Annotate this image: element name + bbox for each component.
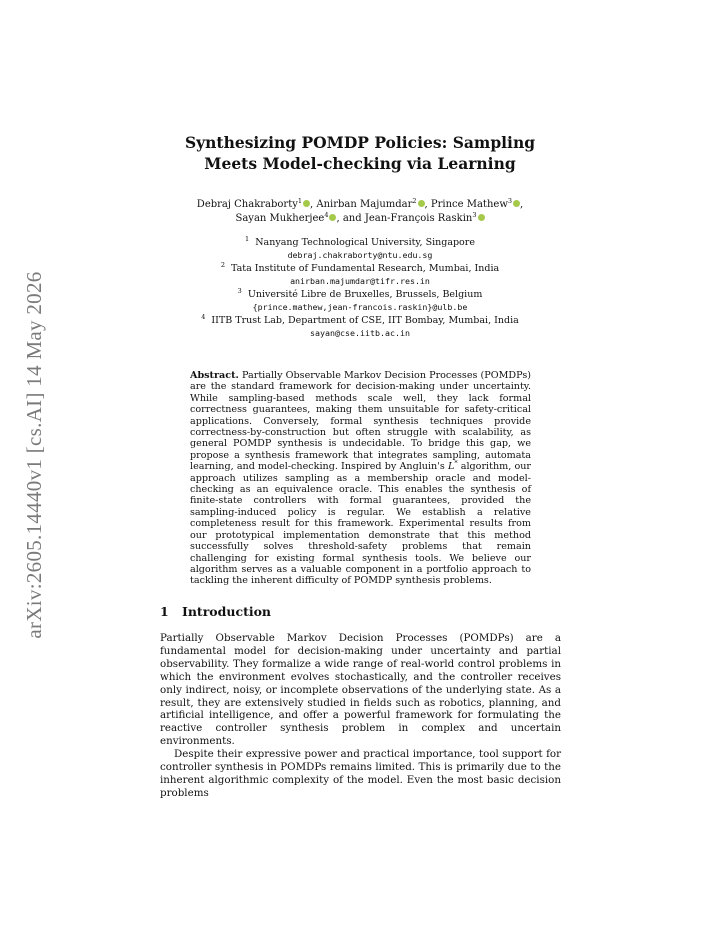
paper-title: Synthesizing POMDP Policies: Sampling Meets Model-checking via Learning: [184, 133, 536, 173]
affiliation: $^1$ Nanyang Technological University, Singapore: [245, 235, 475, 248]
author: Sayan Mukherjee$^4$: [235, 213, 336, 224]
affiliation: $^3$ Université Libre de Bruxelles, Brussels, Belgium: [237, 287, 483, 300]
orcid-icon[interactable]: [329, 214, 336, 221]
abstract-text: algorithm, our approach utilizes sampling as a membership oracle and model-checking as an equivalence oracle. This enables the synthesis of finite-state controllers with formal guarantees, provided the sampling-induced policy is regular. We establish a relative completeness result for this framework. Experimental results from our prototypical implementation demonstrate that this method successfully solves threshold-safety problems that remain challenging for existing formal synthesis tools. We believe our algorithm serves as a valuable component in a portfolio approach to tackling the inherent difficulty of POMDP synthesis problems.: [190, 461, 531, 587]
abstract-label: Abstract.: [190, 370, 239, 381]
orcid-icon[interactable]: [303, 200, 310, 207]
arxiv-identifier: arXiv:2605.14440v1 [cs.AI] 14 May 2026: [22, 271, 46, 639]
orcid-icon[interactable]: [478, 214, 485, 221]
affiliation-email[interactable]: sayan@cse.iitb.ac.in: [310, 328, 410, 338]
author: Jean-François Raskin$^3$: [365, 213, 485, 224]
affiliations: [160, 236, 560, 340]
section-heading: [160, 604, 560, 619]
section-number: 1: [160, 604, 169, 619]
body-text: [160, 632, 561, 800]
affiliation-email[interactable]: debraj.chakraborty@ntu.edu.sg: [287, 250, 433, 260]
author-list: Debraj Chakraborty$^1$ , Anirban Majumdar$^2$ , Prince Mathew$^3$ , Sayan Mukherjee$^4$ , and Jean-François Raskin$^3$: [196, 197, 524, 224]
abstract: [190, 370, 531, 587]
affiliation: $^2$ Tata Institute of Fundamental Research, Mumbai, India: [220, 261, 500, 274]
affiliation-email[interactable]: anirban.majumdar@tifr.res.in: [290, 276, 430, 286]
lstar-symbol: L*: [447, 459, 458, 473]
affiliation: $^4$ IITB Trust Lab, Department of CSE, IIT Bombay, Mumbai, India: [201, 313, 519, 326]
paragraph: Partially Observable Markov Decision Processes (POMDPs) are a fundamental model for decision-making under uncertainty and partial observability. They formalize a wide range of real-world control problems in which the environment evolves stochastically, and the controller receives only indirect, noisy, or incomplete observations of the underlying state. As a result, they are extensively studied in fields such as robotics, planning, and artificial intelligence, and offer a powerful framework for formulating the reactive controller synthesis problem in complex and uncertain environments.: [160, 632, 561, 748]
abstract-text: Partially Observable Markov Decision Processes (POMDPs) are the standard framework for decision-making under uncertainty. While sampling-based methods scale well, they lack formal correctness guarantees, making them unsuitable for safety-critical applications. Conversely, formal synthesis techniques provide correctness-by-construction but often struggle with scalability, as general POMDP synthesis is undecidable. To bridge this gap, we propose a synthesis framework that integrates sampling, automata learning, and model-checking. Inspired by Angluin's: [190, 370, 531, 473]
section-title: Introduction: [182, 604, 272, 619]
orcid-icon[interactable]: [513, 200, 520, 207]
affiliation-email[interactable]: {prince.mathew,jean-francois.raskin}@ulb.be: [252, 302, 468, 312]
orcid-icon[interactable]: [418, 200, 425, 207]
paragraph: Despite their expressive power and practical importance, tool support for controller synthesis in POMDPs remains limited. This is primarily due to the inherent algorithmic complexity of the model. Even the most basic decision problems: [160, 748, 561, 799]
author: Anirban Majumdar$^2$: [316, 199, 424, 210]
author: Prince Mathew$^3$: [431, 199, 520, 210]
author: Debraj Chakraborty$^1$: [197, 199, 310, 210]
